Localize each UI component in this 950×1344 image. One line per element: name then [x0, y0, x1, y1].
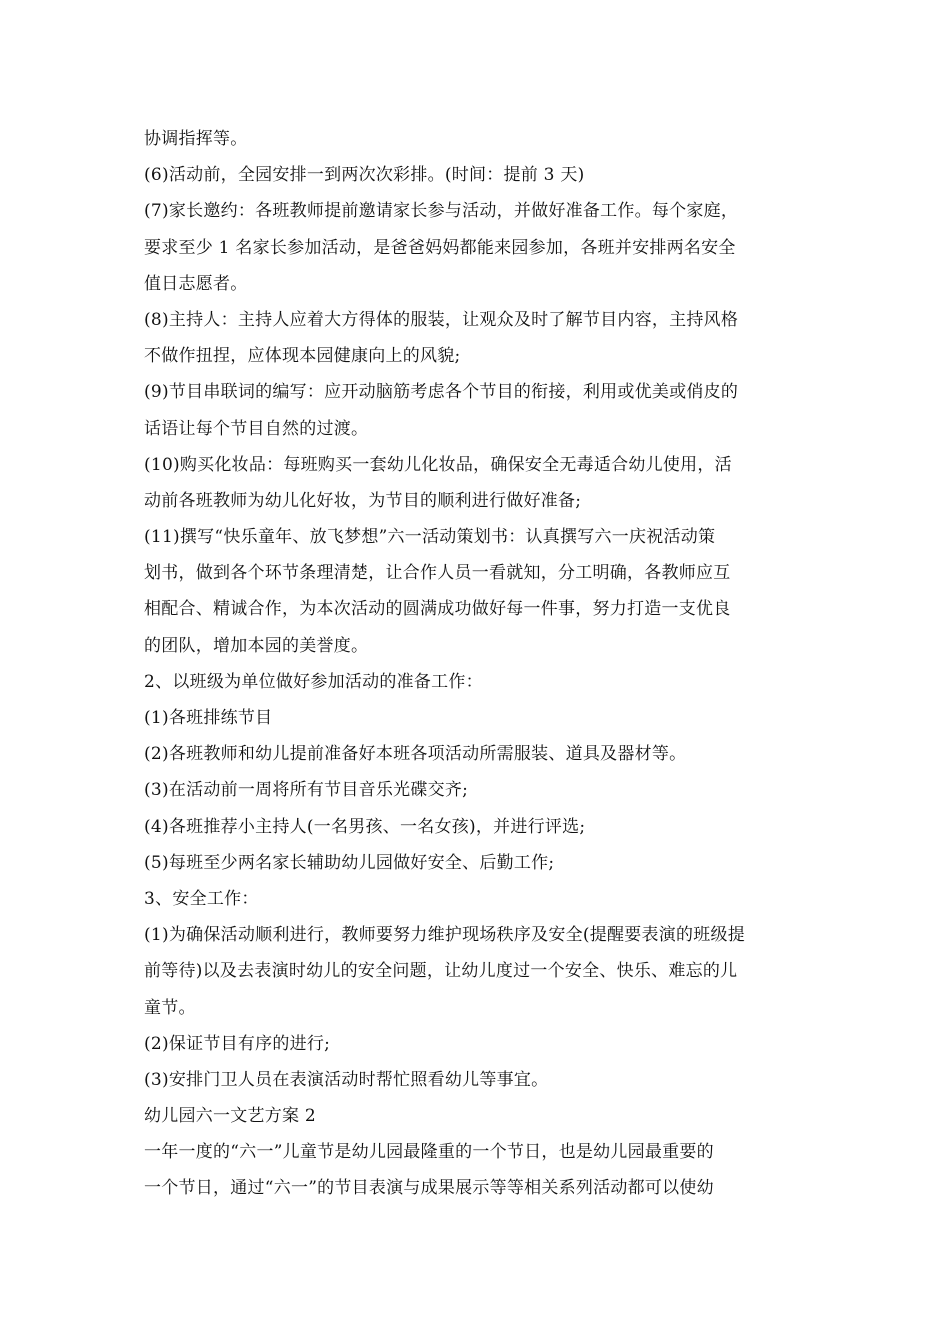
- text-line: 不做作扭捏，应体现本园健康向上的风貌;: [144, 346, 461, 367]
- text-line: (5)每班至少两名家长辅助幼儿园做好安全、后勤工作;: [144, 852, 555, 873]
- text-line: (7)家长邀约：各班教师提前邀请家长参与活动，并做好准备工作。每个家庭，: [144, 201, 739, 222]
- document-title: 幼儿园六一文艺方案 2: [144, 1106, 316, 1127]
- text-line: 一个节日，通过“六一”的节目表演与成果展示等等相关系列活动都可以使幼: [144, 1178, 714, 1199]
- text-line: 要求至少 1 名家长参加活动，是爸爸妈妈都能来园参加，各班并安排两名安全: [144, 237, 736, 258]
- text-line: (1)为确保活动顺利进行，教师要努力维护现场秩序及安全(提醒要表演的班级提: [144, 925, 745, 946]
- text-line: 话语让每个节目自然的过渡。: [144, 418, 369, 439]
- text-line: (2)保证节目有序的进行;: [144, 1033, 331, 1054]
- text-line: (9)节目串联词的编写：应开动脑筋考虑各个节目的衔接，利用或优美或俏皮的: [144, 382, 739, 403]
- text-line: (11)撰写“快乐童年、放飞梦想”六一活动策划书：认真撰写六一庆祝活动策: [144, 527, 716, 548]
- text-line: 划书，做到各个环节条理清楚，让合作人员一看就知，分工明确，各教师应互: [144, 563, 731, 584]
- text-line: 的团队，增加本园的美誉度。: [144, 635, 369, 656]
- section-heading: 3、安全工作：: [144, 888, 259, 909]
- text-line: 动前各班教师为幼儿化好妆，为节目的顺利进行做好准备;: [144, 490, 582, 511]
- text-line: 协调指挥等。: [144, 129, 248, 149]
- text-line: (10)购买化妆品：每班购买一套幼儿化妆品，确保安全无毒适合幼儿使用，活: [144, 454, 732, 475]
- section-heading: 2、以班级为单位做好参加活动的准备工作：: [144, 671, 483, 692]
- text-line: (1)各班排练节目: [144, 708, 273, 728]
- text-line: (6)活动前，全园安排一到两次次彩排。(时间：提前 3 天): [144, 165, 585, 186]
- text-line: (3)安排门卫人员在表演活动时帮忙照看幼儿等事宜。: [144, 1069, 549, 1090]
- text-line: 值日志愿者。: [144, 273, 248, 294]
- text-line: (2)各班教师和幼儿提前准备好本班各项活动所需服装、道具及器材等。: [144, 744, 687, 765]
- text-line: 相配合、精诚合作，为本次活动的圆满成功做好每一件事，努力打造一支优良: [144, 599, 731, 620]
- document-body: [144, 121, 806, 1207]
- text-line: (4)各班推荐小主持人(一名男孩、一名女孩)，并进行评选;: [144, 816, 586, 837]
- text-line: 童节。: [144, 997, 196, 1018]
- text-line: (8)主持人：主持人应着大方得体的服装，让观众及时了解节目内容，主持风格: [144, 309, 739, 330]
- text-line: (3)在活动前一周将所有节目音乐光碟交齐;: [144, 780, 469, 801]
- text-line: 前等待)以及去表演时幼儿的安全问题，让幼儿度过一个安全、快乐、难忘的儿: [144, 961, 738, 982]
- text-line: 一年一度的“六一”儿童节是幼儿园最隆重的一个节日，也是幼儿园最重要的: [144, 1142, 714, 1163]
